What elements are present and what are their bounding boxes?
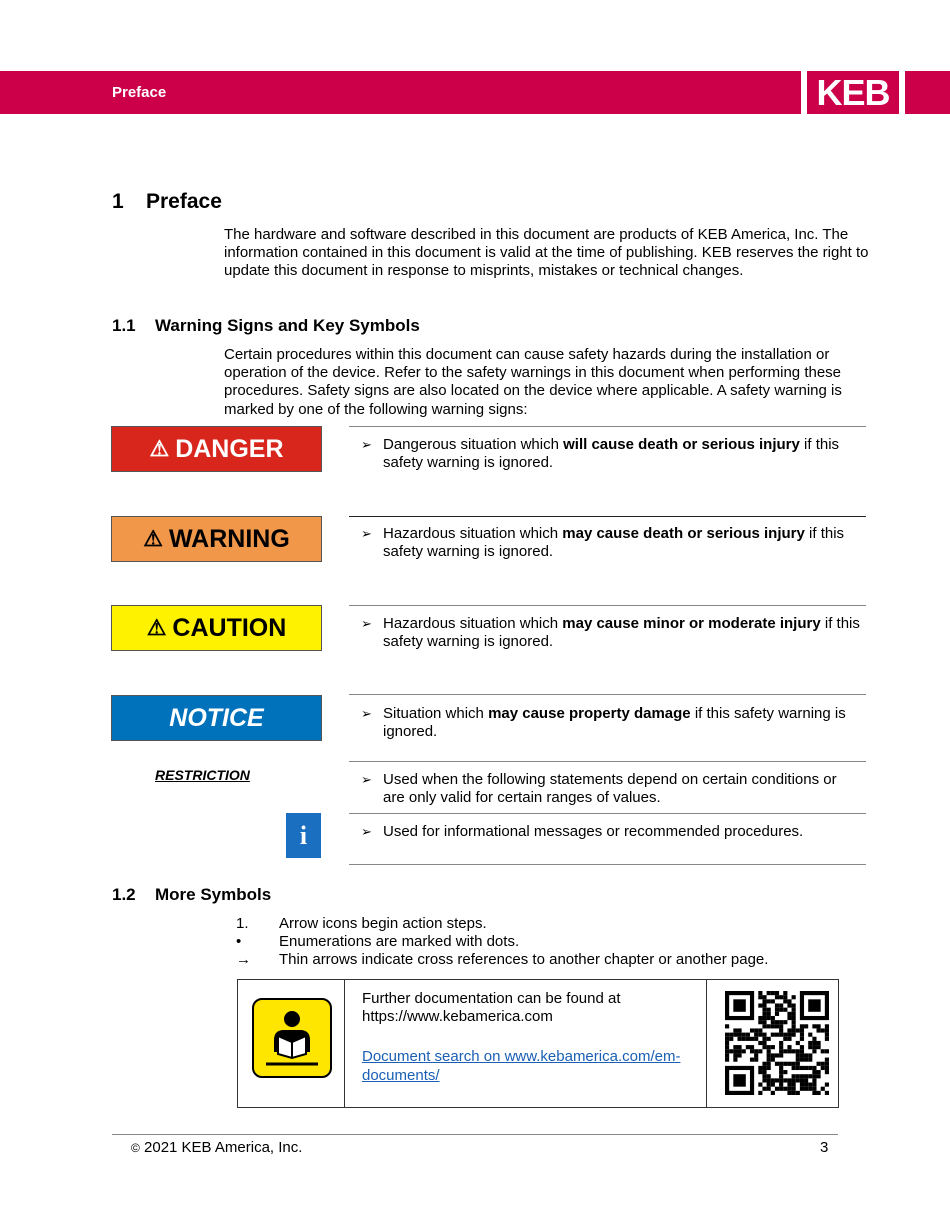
list-marker: 1. — [236, 915, 249, 932]
restriction-text: Used when the following statements depend on certain conditions or are only valid for certain ranges of values. — [383, 771, 837, 807]
list-item — [236, 933, 768, 951]
chapter-number: 1 — [112, 190, 124, 213]
row-divider — [349, 864, 866, 865]
notice-text-bold: may cause property damage — [488, 705, 691, 722]
warning-description — [361, 525, 861, 561]
doc-text: Further documentation can be found at https://www.kebamerica.com — [362, 990, 621, 1026]
caution-description — [361, 615, 861, 651]
warning-text-pre: Hazardous situation which — [383, 525, 563, 542]
copyright-symbol: © — [131, 1141, 140, 1155]
header-section-title: Preface — [112, 84, 167, 101]
danger-sign — [111, 426, 322, 472]
documentation-box — [237, 979, 839, 1108]
section-1-1-number: 1.1 — [112, 316, 136, 335]
warning-text-post: if this safety warning is ignored. — [383, 525, 845, 561]
list-marker: → — [236, 951, 251, 969]
symbol-list — [236, 915, 768, 970]
doc-search-link[interactable]: Document search on www.kebamerica.com/em-documents/ — [362, 1048, 681, 1084]
logo-edge — [905, 71, 908, 114]
copyright-text: 2021 KEB America, Inc. — [144, 1139, 303, 1156]
row-divider — [349, 761, 866, 762]
danger-description — [361, 436, 861, 472]
footer-copyright — [131, 1139, 302, 1156]
bullet-arrow-icon: ➢ — [361, 526, 372, 541]
warning-triangle-icon: ⚠ — [149, 436, 170, 461]
warning-label: WARNING — [168, 524, 290, 553]
list-marker: • — [236, 933, 242, 951]
warning-sign — [111, 516, 322, 562]
notice-text-pre: Situation which — [383, 705, 489, 722]
caution-text-post: if this safety warning is ignored. — [383, 615, 860, 651]
danger-label: DANGER — [175, 434, 284, 463]
chapter-title: Preface — [146, 190, 222, 213]
reader-manual-graphic — [254, 1000, 330, 1076]
list-item — [236, 951, 768, 969]
notice-description — [361, 705, 861, 741]
list-item-text: Thin arrows indicate cross references to another chapter or another page. — [279, 951, 769, 969]
bullet-arrow-icon: ➢ — [361, 824, 372, 839]
restriction-label: RESTRICTION — [155, 767, 250, 783]
row-divider — [349, 813, 866, 814]
notice-label: NOTICE — [169, 703, 264, 732]
caution-label: CAUTION — [172, 613, 287, 642]
row-divider — [349, 605, 866, 606]
notice-text-post: if this safety warning is ignored. — [383, 705, 846, 741]
section-1-2-heading — [112, 885, 271, 905]
logo-text: KEB — [816, 71, 890, 113]
page-number: 3 — [820, 1139, 829, 1156]
restriction-description — [361, 771, 861, 807]
caution-text-pre: Hazardous situation which — [383, 615, 563, 632]
qr-code-icon[interactable] — [725, 991, 829, 1095]
qr-code-cell — [706, 980, 839, 1107]
warning-triangle-icon: ⚠ — [143, 526, 163, 551]
bullet-arrow-icon: ➢ — [361, 437, 372, 452]
info-text: Used for informational messages or recommended procedures. — [383, 823, 804, 840]
warning-triangle-icon: ⚠ — [146, 615, 167, 640]
list-item-text: Arrow icons begin action steps. — [279, 915, 487, 932]
section-1-1-title: Warning Signs and Key Symbols — [155, 316, 420, 335]
bullet-arrow-icon: ➢ — [361, 772, 372, 787]
section-1-2-number: 1.2 — [112, 885, 136, 904]
bullet-arrow-icon: ➢ — [361, 706, 372, 721]
bullet-arrow-icon: ➢ — [361, 616, 372, 631]
caution-text-bold: may cause minor or moderate injury — [562, 615, 821, 632]
row-divider — [349, 694, 866, 695]
danger-text-post: if this safety warning is ignored. — [383, 436, 840, 472]
chapter-heading — [112, 190, 222, 214]
info-icon: i — [286, 813, 321, 858]
footer-divider — [112, 1134, 838, 1135]
doc-text-cell — [362, 990, 698, 1085]
danger-text-bold: will cause death or serious injury — [563, 436, 800, 453]
warning-text-bold: may cause death or serious injury — [562, 525, 805, 542]
keb-logo — [807, 71, 899, 114]
notice-sign — [111, 695, 322, 741]
list-item — [236, 915, 768, 933]
reader-manual-icon — [252, 998, 332, 1078]
caution-sign — [111, 605, 322, 651]
row-divider — [349, 516, 866, 517]
section-1-2-title: More Symbols — [155, 885, 272, 904]
info-description — [361, 823, 861, 841]
section-1-1-heading — [112, 316, 420, 336]
danger-text-pre: Dangerous situation which — [383, 436, 564, 453]
chapter-intro: The hardware and software described in this document are products of KEB America, Inc. The information contained in this document is valid at the time of publishing. KEB reserves the right to update this document in response to misprints, mistakes or technical changes. — [224, 226, 869, 280]
list-item-text: Enumerations are marked with dots. — [279, 933, 520, 951]
doc-icon-cell — [238, 980, 345, 1107]
section-1-1-intro: Certain procedures within this document can cause safety hazards during the installation or operation of the device. Refer to the safety warnings in this document when performing these procedures. Safety signs are also located on the device where applicable. A safety warning is marked by one of the following warning signs: — [224, 346, 842, 418]
row-divider — [349, 426, 866, 427]
